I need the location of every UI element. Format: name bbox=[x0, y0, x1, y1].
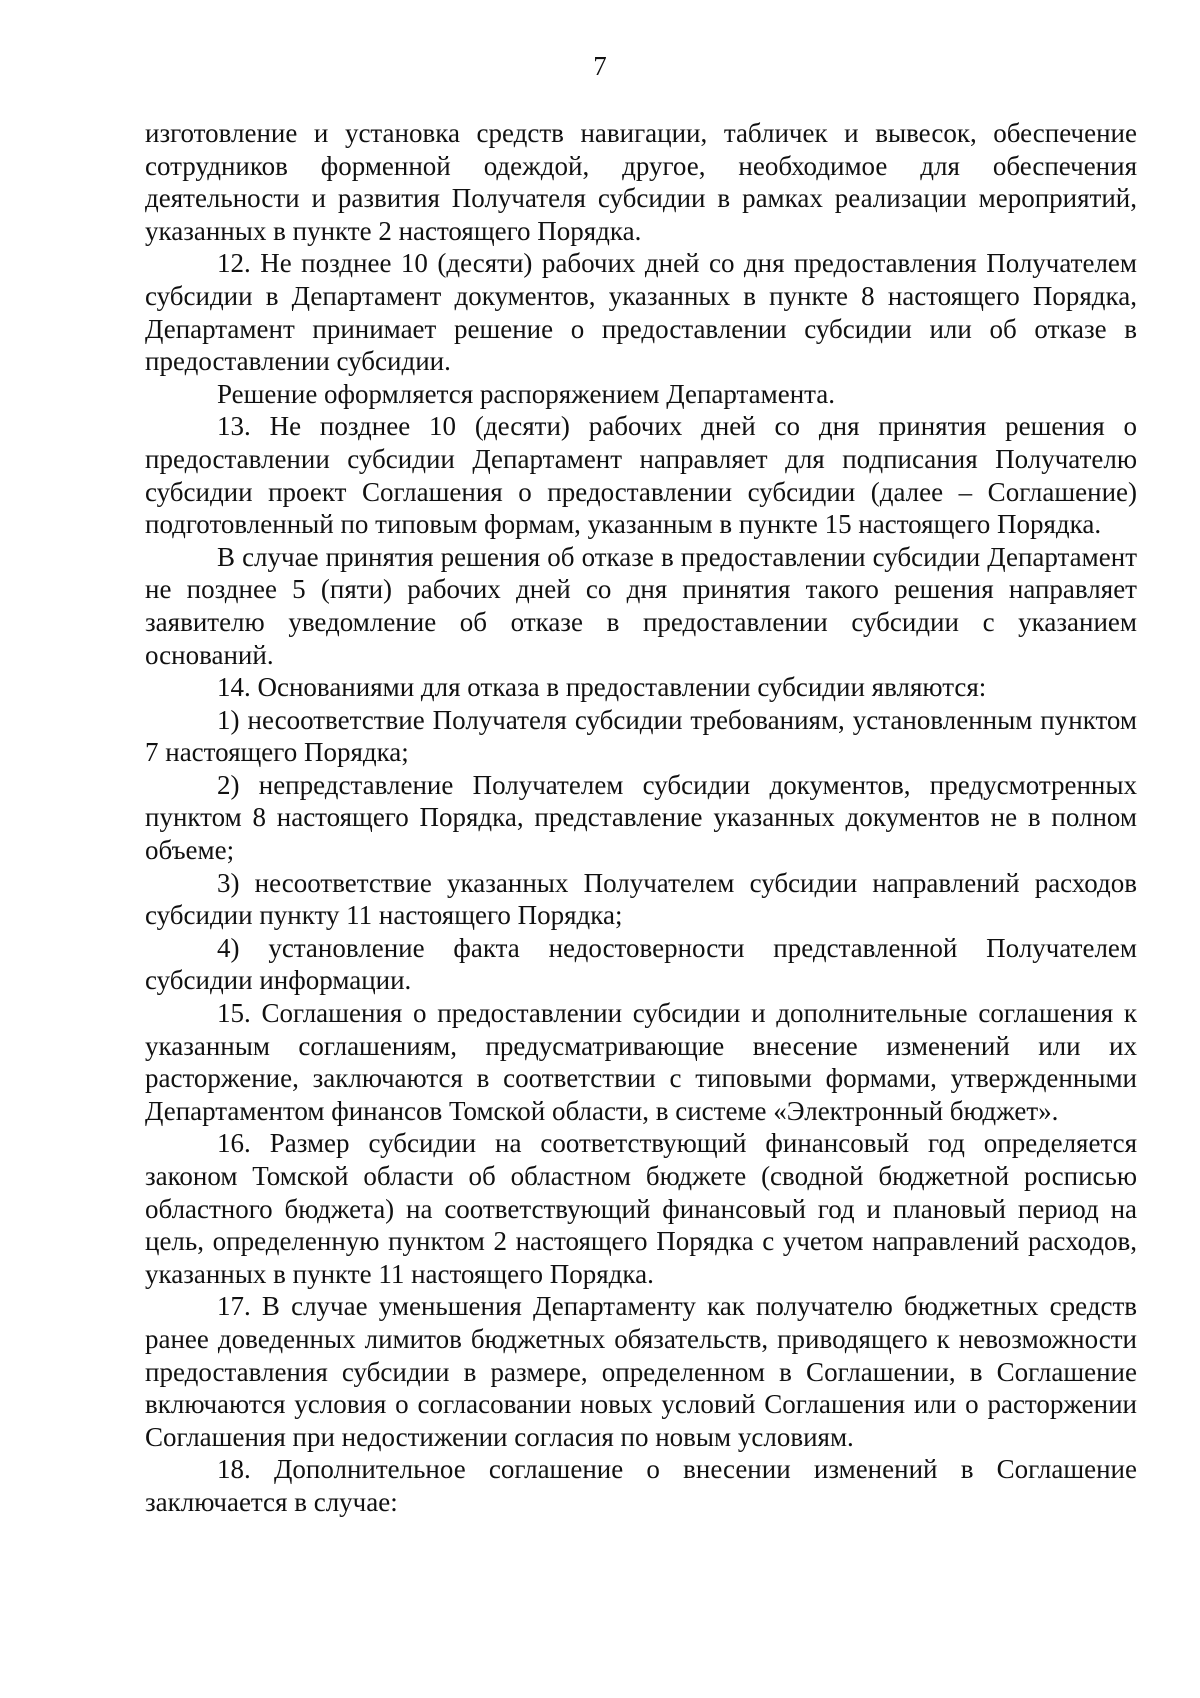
paragraph: 4) установление факта недостоверности представленной Получателем субсидии информации. bbox=[145, 932, 1137, 996]
paragraph: 12. Не позднее 10 (десяти) рабочих дней со дня предоставления Получателем субсидии в Департамент документов, указанных в пункте 8 настоящего Порядка, Департамент принимает решение о предоставлении субсидии или об отказе в предоставлении субсидии. bbox=[145, 248, 1137, 377]
paragraph: 14. Основаниями для отказа в предоставлении субсидии являются: bbox=[217, 672, 987, 703]
paragraph: В случае принятия решения об отказе в предоставлении субсидии Департамент не позднее 5 (пяти) рабочих дней со дня принятия такого решения направляет заявителю уведомление об отказе в предоставлении субсидии с указанием оснований. bbox=[145, 541, 1137, 670]
paragraph: изготовление и установка средств навигации, табличек и вывесок, обеспечение сотрудников форменной одеждой, другое, необходимое для обеспечения деятельности и развития Получателя субсидии в рамках реализации мероприятий, указанных в пункте 2 настоящего Порядка. bbox=[145, 118, 1137, 246]
page-number: 7 bbox=[593, 51, 607, 81]
paragraph: 17. В случае уменьшения Департаменту как получателю бюджетных средств ранее доведенных лимитов бюджетных обязательств, приводящего к невозможности предоставления субсидии в размере, определенном в Соглашении, в Соглашение включаются условия о согласовании новых условий Соглашения или о расторжении Соглашения при недостижении согласия по новым условиям. bbox=[145, 1291, 1137, 1452]
paragraph: 1) несоответствие Получателя субсидии требованиям, установленным пунктом 7 настоящего Порядка; bbox=[145, 704, 1137, 768]
document-body bbox=[145, 117, 1137, 1519]
paragraph: 16. Размер субсидии на соответствующий финансовый год определяется законом Томской области об областном бюджете (сводной бюджетной росписью областного бюджета) на соответствующий финансовый год и плановый период на цель, определенную пунктом 2 настоящего Порядка с учетом направлений расходов, указанных в пункте 11 настоящего Порядка. bbox=[145, 1128, 1137, 1289]
paragraph: 2) непредставление Получателем субсидии документов, предусмотренных пунктом 8 настоящего Порядка, представление указанных документов не в полном объеме; bbox=[145, 769, 1137, 866]
paragraph: Решение оформляется распоряжением Департамента. bbox=[217, 378, 836, 409]
paragraph: 13. Не позднее 10 (десяти) рабочих дней со дня принятия решения о предоставлении субсидии Департамент направляет для подписания Получателю субсидии проект Соглашения о предоставлении субсидии (далее – Соглашение) подготовленный по типовым формам, указанным в пункте 15 настоящего Порядка. bbox=[145, 411, 1137, 540]
paragraph: 15. Соглашения о предоставлении субсидии и дополнительные соглашения к указанным соглашениям, предусматривающие внесение изменений или их расторжение, заключаются в соответствии с типовыми формами, утвержденными Департаментом финансов Томской области, в системе «Электронный бюджет». bbox=[145, 998, 1137, 1126]
paragraph: 18. Дополнительное соглашение о внесении изменений в Соглашение заключается в случае: bbox=[145, 1454, 1137, 1517]
paragraph: 3) несоответствие указанных Получателем субсидии направлений расходов субсидии пункту 11 настоящего Порядка; bbox=[145, 867, 1137, 931]
